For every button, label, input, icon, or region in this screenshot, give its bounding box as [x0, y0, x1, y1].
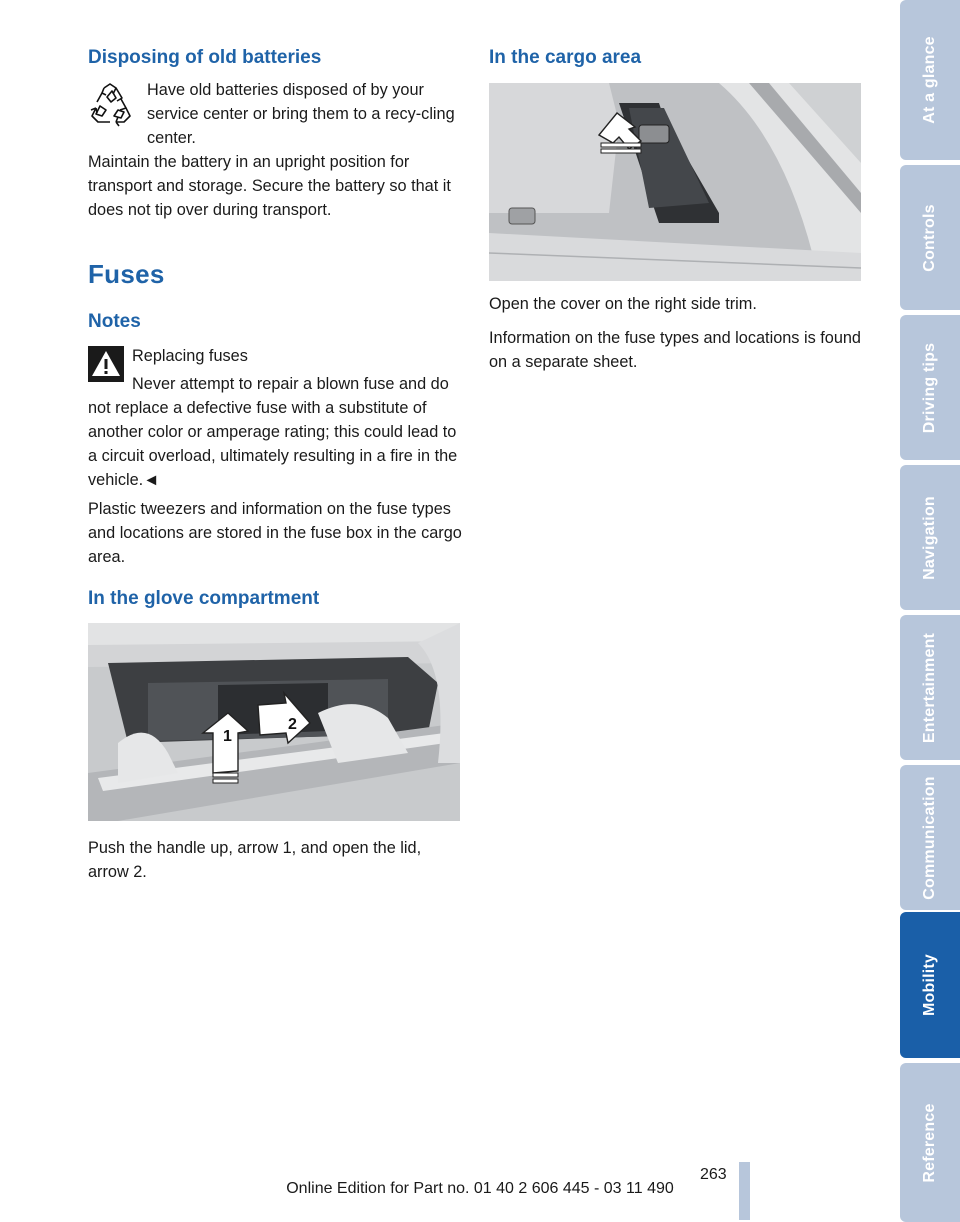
page-number: 263 — [700, 1166, 727, 1183]
cargo-paragraph-1: Open the cover on the right side trim. — [489, 295, 757, 313]
tab-navigation[interactable] — [900, 465, 960, 610]
notes-heading: Notes — [88, 311, 141, 332]
tab-label: Reference — [921, 1102, 938, 1183]
tab-label: Communication — [921, 775, 938, 900]
tab-entertainment[interactable] — [900, 615, 960, 760]
disposing-paragraph: Maintain the battery in an upright position for transport and storage. Secure the battery so that it does not tip over during transport. — [88, 153, 451, 219]
tab-at-a-glance[interactable] — [900, 0, 960, 160]
tab-mobility[interactable] — [900, 912, 960, 1058]
cargo-heading: In the cargo area — [489, 47, 642, 68]
disposing-heading: Disposing of old batteries — [88, 47, 322, 68]
glove-heading: In the glove compartment — [88, 588, 320, 609]
tab-controls[interactable] — [900, 165, 960, 310]
chapter-tabs — [900, 0, 960, 1222]
cargo-area-figure — [489, 83, 861, 281]
tab-label: Controls — [921, 203, 938, 272]
tab-reference[interactable] — [900, 1063, 960, 1222]
tweezers-text: Plastic tweezers and information on the fuse types and locations are stored in the fuse box in the cargo area. — [88, 500, 462, 566]
warning-title: Replacing fuses — [132, 347, 248, 365]
tab-label: Navigation — [921, 495, 938, 580]
tab-driving-tips[interactable] — [900, 315, 960, 460]
tab-label: At a glance — [921, 36, 938, 124]
disposing-text: Have old batteries disposed of by your service center or bring them to a recy-cling center. — [147, 81, 455, 147]
warning-text: Never attempt to repair a blown fuse and do not replace a defective fuse with a substitute of another color or amperage rating; this could lead to a circuit overload, ultimately resulting in a fire in the vehicle.◄ — [88, 375, 458, 489]
arrow-label-1: 1 — [223, 728, 232, 745]
tab-communication[interactable] — [900, 765, 960, 910]
glove-compartment-figure — [88, 623, 460, 821]
online-edition-footer: Online Edition for Part no. 01 40 2 606 445 - 03 11 490 — [286, 1180, 674, 1197]
tab-label: Mobility — [921, 953, 938, 1017]
arrow-label-2: 2 — [288, 716, 297, 733]
tab-label: Entertainment — [921, 632, 938, 743]
fuses-heading: Fuses — [88, 259, 165, 289]
glove-caption: Push the handle up, arrow 1, and open the lid, arrow 2. — [88, 839, 422, 881]
recycling-icon — [88, 82, 132, 128]
tab-label: Driving tips — [921, 342, 938, 433]
cargo-paragraph-2: Information on the fuse types and locations is found on a separate sheet. — [489, 329, 861, 371]
